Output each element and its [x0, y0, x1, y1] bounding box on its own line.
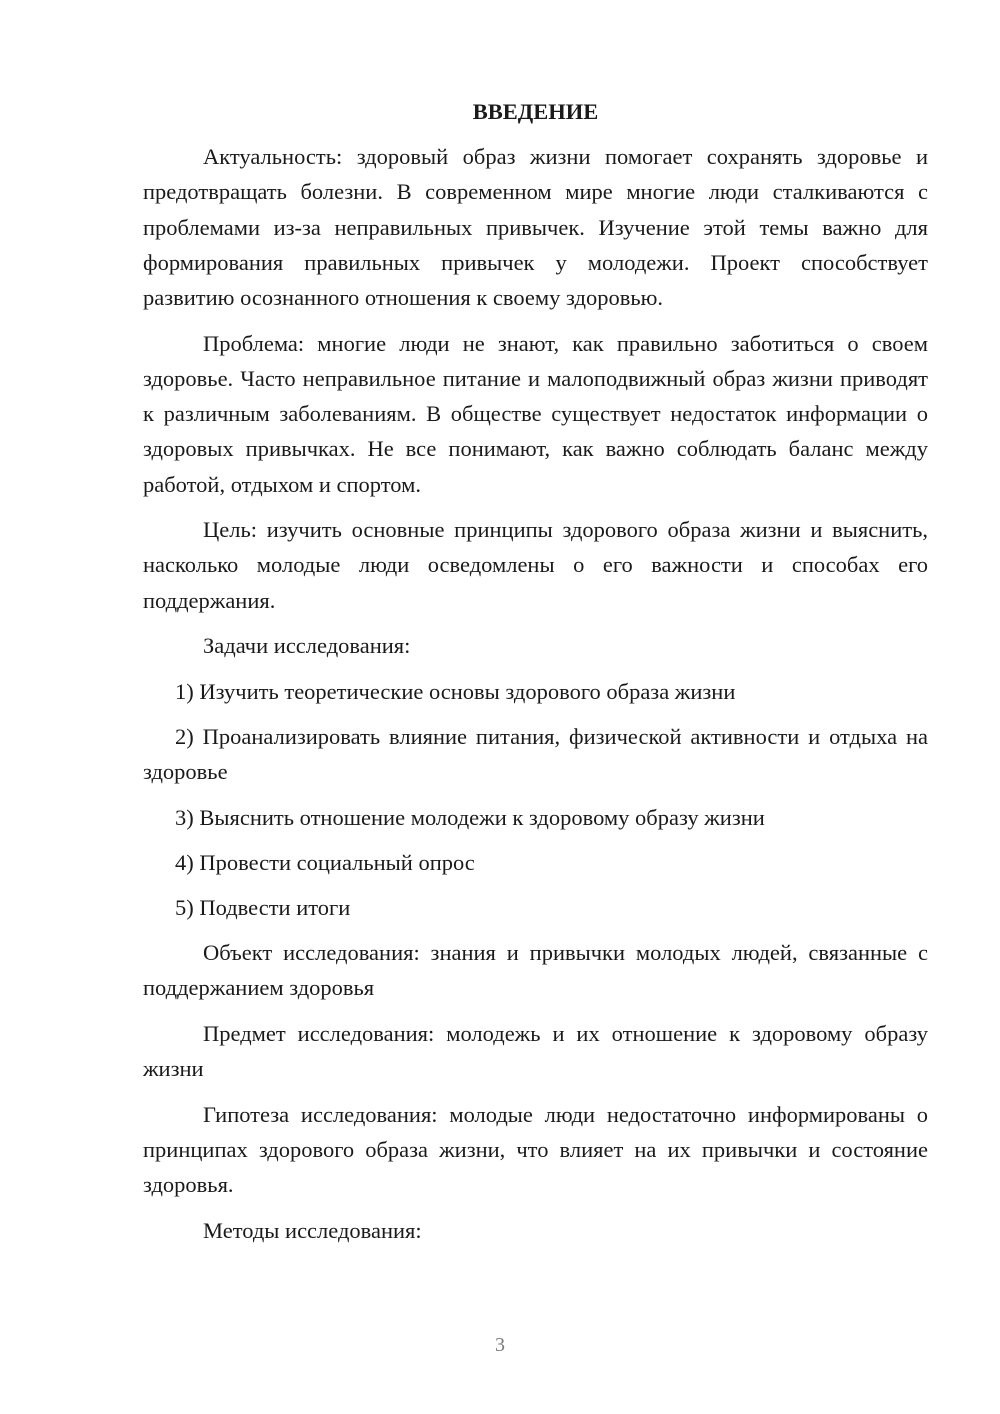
task-item-5: 5) Подвести итоги: [175, 895, 351, 921]
paragraph-hypothesis: Гипотеза исследования: молодые люди недостаточно информированы о принципах здорового образа жизни, что влияет на их привычки и состояние здоровья.: [143, 1102, 928, 1198]
page-number: 3: [495, 1334, 505, 1356]
paragraph-relevance: Актуальность: здоровый образ жизни помогает сохранять здоровье и предотвращать болезни. В современном мире многие люди сталкиваются с проблемами из-за неправильных привычек. Изучение этой темы важно для формирования правильных привычек у молодежи. Проект способствует развитию осознанного отношения к своему здоровью.: [143, 144, 928, 311]
paragraph-subject: Предмет исследования: молодежь и их отношение к здоровому образу жизни: [143, 1021, 928, 1082]
paragraph-goal: Цель: изучить основные принципы здорового образа жизни и выяснить, насколько молодые люди осведомлены о его важности и способах его поддержания.: [143, 517, 928, 613]
task-item-2: 2) Проанализировать влияние питания, физической активности и отдыха на здоровье: [143, 724, 928, 785]
task-item-4: 4) Провести социальный опрос: [175, 849, 475, 875]
paragraph-object: Объект исследования: знания и привычки молодых людей, связанные с поддержанием здоровья: [143, 940, 928, 1001]
page-title: ВВЕДЕНИЕ: [472, 99, 599, 124]
tasks-list: [143, 674, 928, 925]
task-item-1: 1) Изучить теоретические основы здорового образа жизни: [175, 679, 736, 705]
paragraph-problem: Проблема: многие люди не знают, как правильно заботиться о своем здоровье. Часто неправильное питание и малоподвижный образ жизни приводят к различным заболеваниям. В обществе существует недостаток информации о здоровых привычках. Не все понимают, как важно соблюдать баланс между работой, отдыхом и спортом.: [143, 330, 928, 497]
document-page: [143, 94, 928, 1259]
tasks-heading: Задачи исследования:: [203, 633, 411, 659]
paragraph-methods: Методы исследования:: [203, 1218, 422, 1244]
task-item-3: 3) Выяснить отношение молодежи к здоровому образу жизни: [175, 804, 765, 830]
